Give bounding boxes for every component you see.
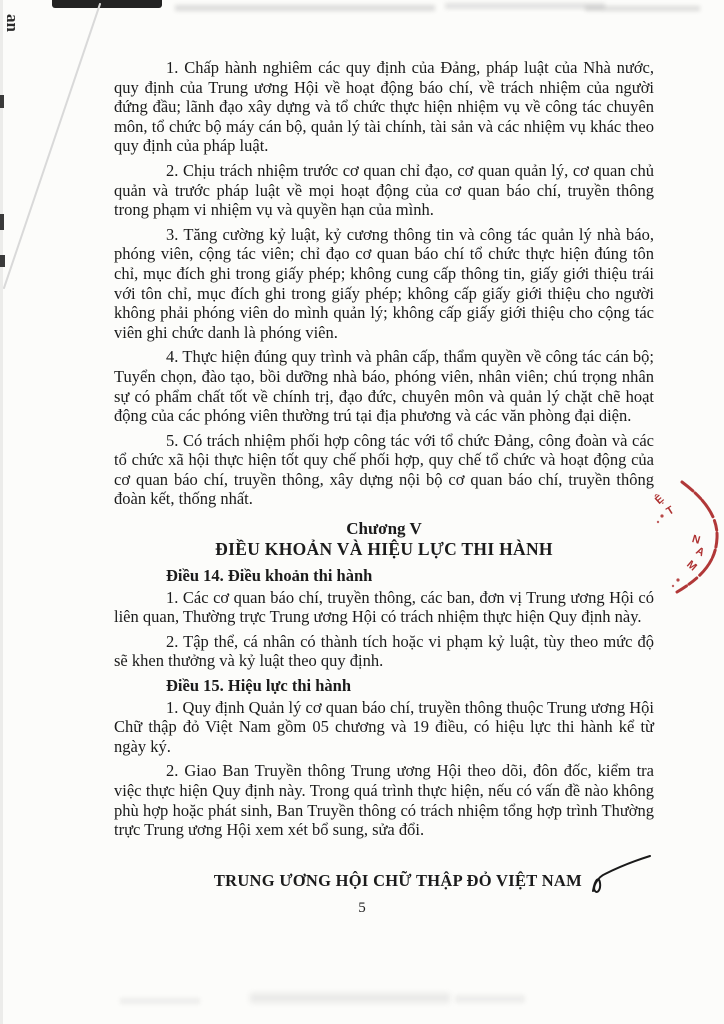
document-body: [114, 58, 654, 891]
left-edge-shadow: [0, 0, 3, 1024]
paper-crease-line: [0, 0, 120, 300]
article-14-heading: Điều 14. Điều khoản thi hành: [166, 566, 373, 586]
chapter-title: ĐIỀU KHOẢN VÀ HIỆU LỰC THI HÀNH: [215, 539, 553, 560]
numbered-paragraph-1: 1. Chấp hành nghiêm các quy định của Đảng, pháp luật của Nhà nước, quy định của Trung ương Hội về hoạt động báo chí, về trách nhiệm của người đứng đầu; lãnh đạo xây dựng và tổ chức thực hiện nhiệm vụ về công tác chuyên môn, tổ chức bộ máy cán bộ, quản lý tài chính, tài sản và các nhiệm vụ khác theo quy định của pháp luật.: [114, 58, 654, 156]
stamp-letter: M: [684, 558, 699, 574]
numbered-paragraph-5: 5. Có trách nhiệm phối hợp công tác với tổ chức Đảng, công đoàn và các tổ chức xã hội thực hiện tốt quy chế phối hợp, quy chế tổ chức và hoạt động của cơ quan báo chí, truyền thông, xây dựng nội bộ cơ quan báo chí, truyền thông đoàn kết, thống nhất.: [114, 430, 654, 509]
article-15-item-2: 2. Giao Ban Truyền thông Trung ương Hội theo dõi, đôn đốc, kiểm tra việc thực hiện Quy định này. Trong quá trình thực hiện, nếu có vấn đề nào không phù hợp hoặc phát sinh, Ban Truyền thông có trách nhiệm tổng hợp trình Thường trực Trung ương Hội xem xét bổ sung, sửa đổi.: [114, 761, 654, 840]
top-edge-smudge: [445, 3, 605, 9]
stamp-letter: A: [693, 544, 707, 560]
article-14-item-1: 1. Các cơ quan báo chí, truyền thông, các ban, đơn vị Trung ương Hội có liên quan, Thường trực Trung ương Hội có trách nhiệm thực hiện Quy định này.: [114, 587, 654, 627]
left-edge-text-fragment: [0, 214, 4, 230]
article-15-item-1: 1. Quy định Quản lý cơ quan báo chí, truyền thông thuộc Trung ương Hội Chữ thập đỏ Việt Nam gồm 05 chương và 19 điều, có hiệu lực thi hành kể từ ngày ký.: [114, 697, 654, 756]
article-14-item-2: 2. Tập thể, cá nhân có thành tích hoặc vi phạm kỷ luật, tùy theo mức độ sẽ khen thưởng và kỷ luật theo quy định.: [114, 631, 654, 671]
bottom-edge-smudge: [455, 995, 525, 1003]
handwritten-initial-mark: [586, 853, 654, 897]
chapter-heading: [114, 518, 654, 560]
signature-org-name: TRUNG ƯƠNG HỘI CHỮ THẬP ĐỎ VIỆT NAM: [213, 871, 582, 891]
rotated-margin-text: an: [3, 14, 22, 32]
top-edge-smudge: [175, 5, 435, 11]
numbered-paragraph-4: 4. Thực hiện đúng quy trình và phân cấp, thẩm quyền về công tác cán bộ; Tuyển chọn, đào tạo, bồi dưỡng nhà báo, phóng viên, nhân viên; chú trọng nhân sự có phẩm chất tốt về chính trị, đạo đức, chuyên môn và quản lý chặt chẽ hoạt động của các phóng viên thường trú tại địa phương và các văn phòng đại diện.: [114, 347, 654, 426]
stamp-letter: N: [690, 533, 702, 547]
page-number: 5: [358, 900, 366, 916]
top-edge-ink-smudge: [52, 0, 162, 8]
signature-block: [114, 853, 654, 891]
article-15-heading: Điều 15. Hiệu lực thi hành: [166, 676, 352, 696]
red-stamp-partial: [648, 468, 724, 608]
stamp-arc: [648, 468, 724, 608]
bottom-edge-smudge: [120, 998, 200, 1004]
numbered-paragraph-2: 2. Chịu trách nhiệm trước cơ quan chỉ đạo, cơ quan quản lý, cơ quan chủ quản và trước pháp luật về mọi hoạt động của cơ quan báo chí, truyền thông trong phạm vi nhiệm vụ và quyền hạn của mình.: [114, 160, 654, 220]
stamp-letter: Ệ: [652, 493, 667, 507]
chapter-number: Chương V: [346, 519, 422, 539]
left-edge-text-fragment: [0, 95, 4, 108]
stamp-letter: T: [664, 504, 677, 518]
top-edge-smudge: [585, 6, 700, 11]
numbered-paragraph-3: 3. Tăng cường kỷ luật, kỷ cương thông tin và công tác quản lý nhà báo, phóng viên, cộng tác viên; chỉ đạo cơ quan báo chí tổ chức thực hiện đúng tôn chỉ, mục đích ghi trong giấy phép; không cung cấp thông tin, giấy giới thiệu trái với tôn chỉ, mục đích ghi trong giấy phép; không cấp giấy giới thiệu cho người không phải phóng viên do mình quản lý; không cấp giấy giới thiệu cho cộng tác viên ghi chức danh là phóng viên.: [114, 224, 654, 342]
bottom-edge-smudge: [250, 993, 450, 1003]
left-edge-text-fragment: [0, 255, 5, 267]
